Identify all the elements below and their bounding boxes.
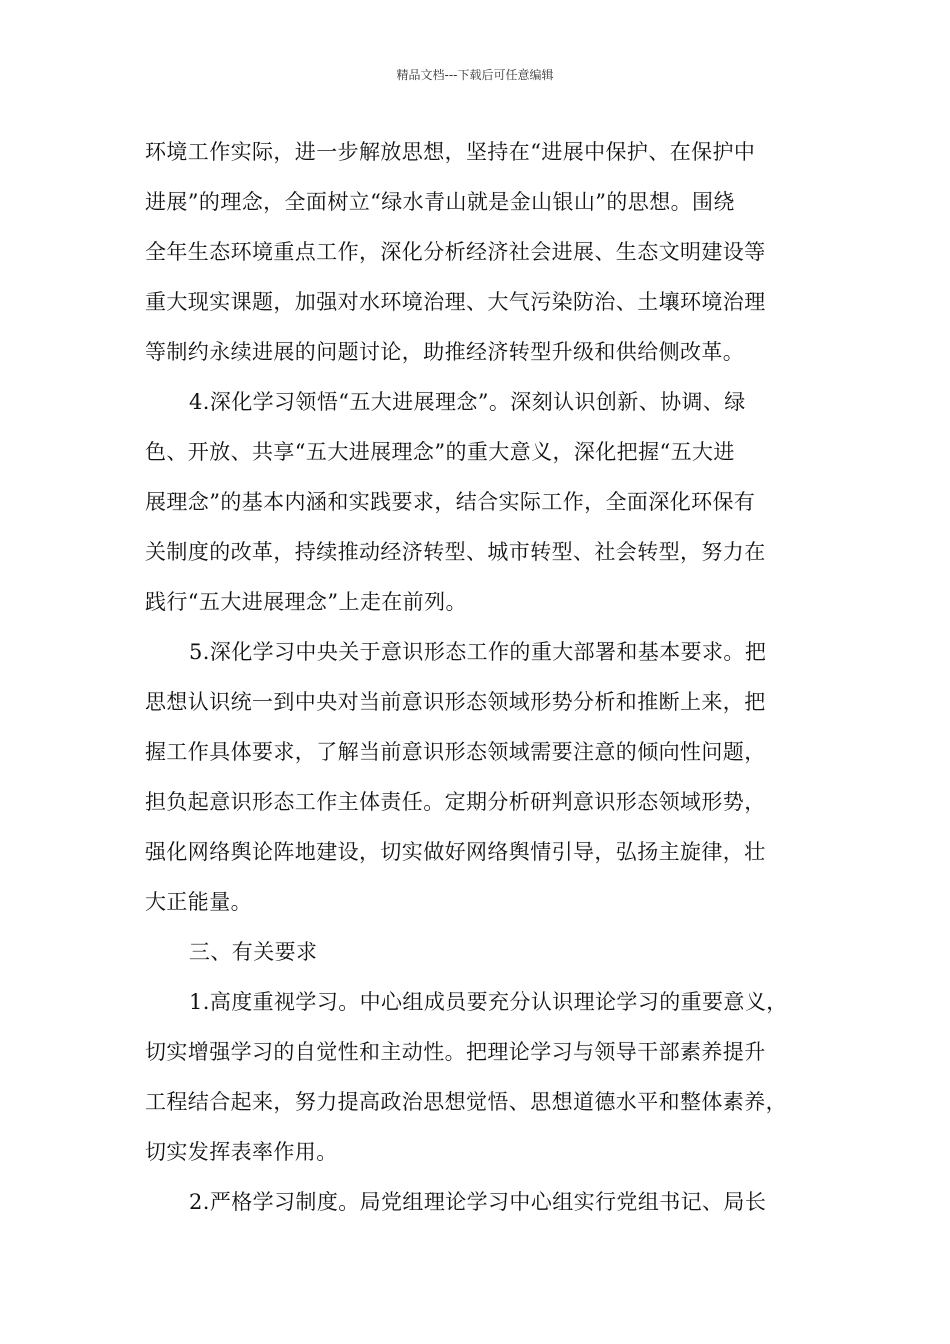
text-line: 环境工作实际，进一步解放思想，坚持在“进展中保护、在保护中 [145, 140, 756, 164]
text-line: 全年生态环境重点工作，深化分析经济社会进展、生态文明建设等 [145, 240, 766, 264]
text-line: 握工作具体要求，了解当前意识形态领域需要注意的倾向性问题， [145, 740, 766, 764]
text-line: 大正能量。 [145, 890, 252, 914]
page-header: 精品文档---下载后可任意编辑 [396, 68, 554, 82]
text-line: 4.深化学习领悟“五大进展理念”。深刻认识创新、协调、绿 [189, 390, 746, 414]
text-line: 1.高度重视学习。中心组成员要充分认识理论学习的重要意义， [189, 990, 788, 1014]
text-line: 重大现实课题，加强对水环境治理、大气污染防治、土壤环境治理 [145, 290, 766, 314]
text-line: 等制约永续进展的问题讨论，助推经济转型升级和供给侧改革。 [145, 340, 745, 364]
text-line: 切实发挥表率作用。 [145, 1140, 338, 1164]
text-line: 展理念”的基本内涵和实践要求，结合实际工作，全面深化环保有 [145, 490, 756, 514]
text-line: 践行“五大进展理念”上走在前列。 [145, 590, 467, 614]
text-line: 色、开放、共享“五大进展理念”的重大意义，深化把握“五大进 [145, 440, 735, 464]
text-line: 切实增强学习的自觉性和主动性。把理论学习与领导干部素养提升 [145, 1040, 766, 1064]
text-line: 进展”的理念，全面树立“绿水青山就是金山银山”的思想。围绕 [145, 190, 735, 214]
text-line: 三、有关要求 [189, 940, 318, 964]
text-line: 强化网络舆论阵地建设，切实做好网络舆情引导，弘扬主旋律，壮 [145, 840, 766, 864]
text-line: 工程结合起来，努力提高政治思想觉悟、思想道德水平和整体素养， [145, 1090, 787, 1114]
text-line: 思想认识统一到中央对当前意识形态领域形势分析和推断上来，把 [145, 690, 766, 714]
text-line: 担负起意识形态工作主体责任。定期分析研判意识形态领域形势， [145, 790, 766, 814]
text-line: 2.严格学习制度。局党组理论学习中心组实行党组书记、局长 [189, 1190, 767, 1214]
text-line: 关制度的改革，持续推动经济转型、城市转型、社会转型，努力在 [145, 540, 766, 564]
text-line: 5.深化学习中央关于意识形态工作的重大部署和基本要求。把 [189, 640, 767, 664]
document-body [145, 127, 810, 1227]
